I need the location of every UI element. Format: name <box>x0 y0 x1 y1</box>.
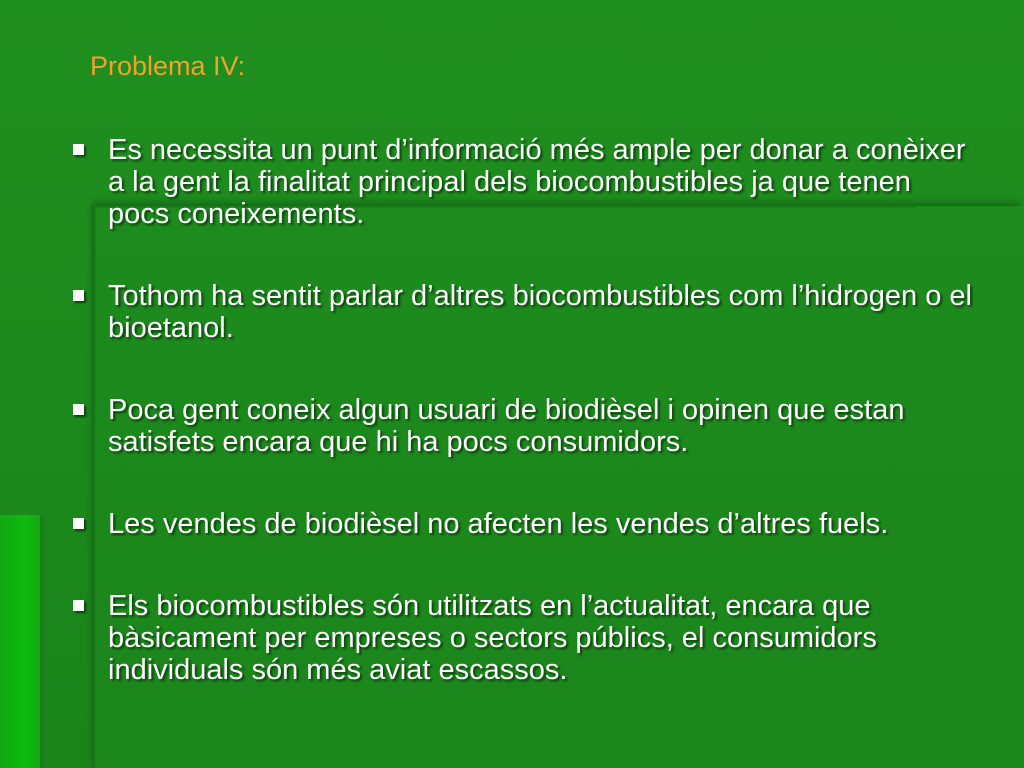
bullet-item <box>70 134 980 230</box>
bullet-item <box>70 280 980 344</box>
square-bullet-icon <box>73 600 84 611</box>
bullet-text: Els biocombustibles són utilitzats en l’actualitat, encara que bàsicament per empreses o sectors públics, el consumidors individuals són més aviat escassos. <box>108 590 877 686</box>
bullet-text: Poca gent coneix algun usuari de biodièsel i opinen que estan satisfets encara que hi ha pocs consumidors. <box>108 394 905 458</box>
square-bullet-icon <box>73 518 84 529</box>
square-bullet-icon <box>73 144 84 155</box>
bullet-item <box>70 590 980 686</box>
accent-strip <box>0 515 44 768</box>
square-bullet-icon <box>73 404 84 415</box>
bullet-list <box>70 134 980 740</box>
bullet-text: Tothom ha sentit parlar d’altres biocombustibles com l’hidrogen o el bioetanol. <box>108 280 972 344</box>
bullet-text: Es necessita un punt d’informació més ample per donar a conèixer a la gent la finalitat principal dels biocombustibles ja que tenen pocs coneixements. <box>108 134 966 230</box>
accent-strip-shadow <box>40 515 48 768</box>
bullet-item <box>70 508 980 540</box>
bullet-item <box>70 394 980 458</box>
slide-title: Problema IV: <box>90 51 246 81</box>
bullet-text: Les vendes de biodièsel no afecten les vendes d’altres fuels. <box>108 508 889 540</box>
square-bullet-icon <box>73 290 84 301</box>
